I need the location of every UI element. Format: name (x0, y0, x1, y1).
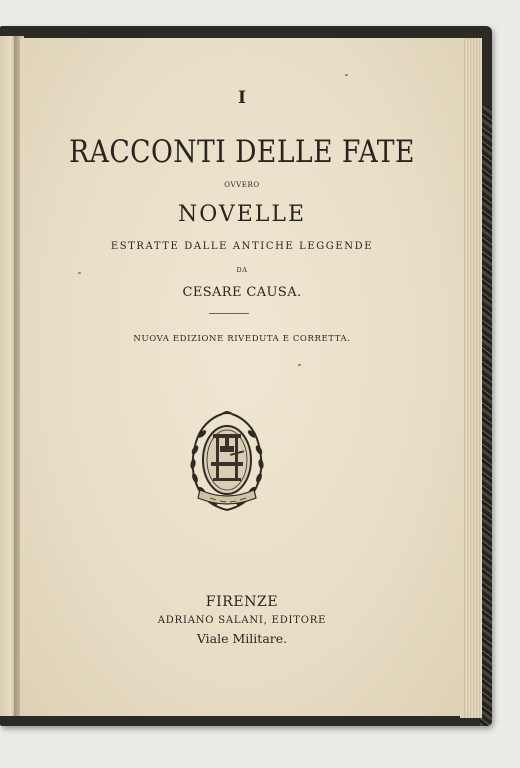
publisher-name: ADRIANO SALANI, EDITORE (157, 615, 327, 626)
title-connector: OVVERO (224, 181, 260, 189)
printing-press-emblem-icon (186, 406, 268, 518)
book-subtitle: NOVELLE (177, 202, 307, 227)
edition-note: NUOVA EDIZIONE RIVEDUTA E CORRETTA. (133, 334, 351, 344)
author-preposition: DA (236, 266, 248, 274)
paper-speck (345, 74, 348, 76)
author-name: CESARE CAUSA. (182, 285, 302, 300)
paper-speck (78, 272, 81, 274)
book-title: RACCONTI DELLE FATE (69, 134, 415, 170)
paper-speck (298, 364, 301, 366)
title-article: I (238, 88, 246, 108)
book-description: ESTRATTE DALLE ANTICHE LEGGENDE (110, 241, 374, 252)
publication-city: FIRENZE (205, 594, 279, 610)
divider-rule (209, 313, 249, 314)
publisher-address: Viale Militare. (196, 631, 288, 646)
title-page (20, 38, 464, 716)
